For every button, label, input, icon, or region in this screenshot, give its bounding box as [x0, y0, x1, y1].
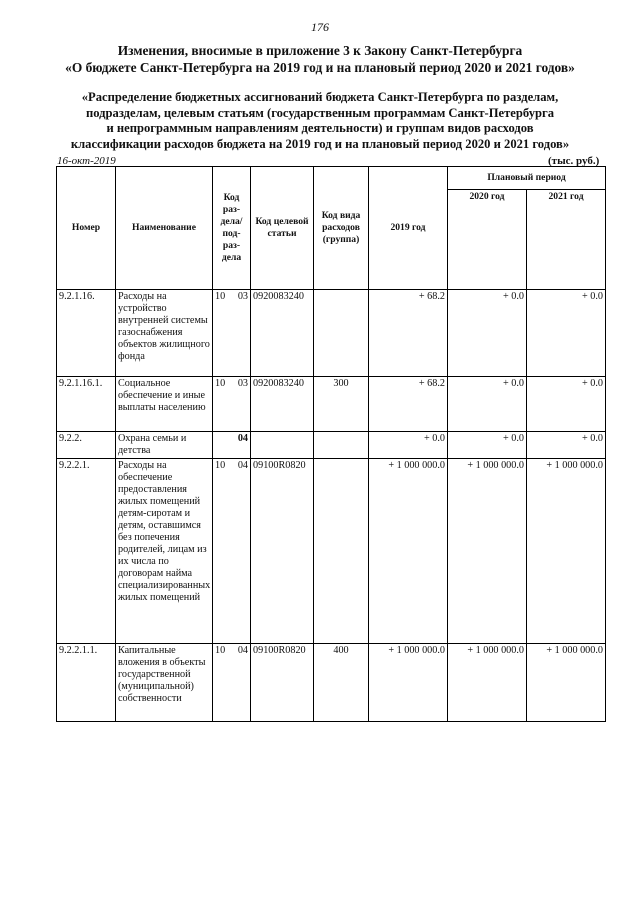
document-date: 16-окт-2019: [57, 155, 116, 167]
row-value-2019: + 1 000 000.0: [369, 644, 448, 722]
header-section: Код раз- дела/ под- раз- дела: [213, 167, 251, 290]
row-section-code: [213, 377, 251, 432]
row-value-2019: + 1 000 000.0: [369, 459, 448, 644]
row-expense-code: [314, 459, 369, 644]
row-value-2021: + 0.0: [527, 290, 606, 377]
header-expense-type: Код вида расходов (группа): [314, 167, 369, 290]
header-target: Код целевой статьи: [251, 167, 314, 290]
title-line: «О бюджете Санкт-Петербурга на 2019 год и на плановый период 2020 и 2021 годов»: [65, 60, 575, 75]
section: 10: [215, 460, 226, 471]
subsection: 04: [237, 460, 248, 471]
subsection: 03: [237, 291, 248, 302]
header-2020: 2020 год: [448, 189, 527, 289]
row-value-2020: + 1 000 000.0: [448, 459, 527, 644]
row-number: 9.2.1.16.1.: [57, 377, 116, 432]
subtitle-line: и непрограммным направлениям деятельности) и группам видов расходов: [106, 121, 534, 136]
row-value-2019: + 68.2: [369, 290, 448, 377]
subsection: 04: [237, 645, 248, 656]
row-target-code: [251, 432, 314, 459]
row-section-code: [213, 459, 251, 644]
row-section-code: [213, 432, 251, 459]
row-target-code: 09100R0820: [251, 644, 314, 722]
row-name: Социальное обеспечение и иные выплаты населению: [116, 377, 213, 432]
row-section-code: [213, 644, 251, 722]
header-2019: 2019 год: [369, 167, 448, 290]
row-expense-code: 300: [314, 377, 369, 432]
header-number: Номер: [57, 167, 116, 290]
table-row: [57, 432, 606, 459]
row-expense-code: [314, 290, 369, 377]
subsection: 04: [237, 433, 248, 444]
document-subtitle: [40, 90, 600, 152]
row-target-code: 09100R0820: [251, 459, 314, 644]
row-value-2019: + 68.2: [369, 377, 448, 432]
row-number: 9.2.1.16.: [57, 290, 116, 377]
budget-table: [56, 166, 606, 722]
row-value-2021: + 1 000 000.0: [527, 459, 606, 644]
row-value-2021: + 1 000 000.0: [527, 644, 606, 722]
subtitle-line: подразделам, целевым статьям (государственным программам Санкт-Петербурга: [85, 105, 555, 120]
document-title: [0, 42, 640, 76]
row-name: Расходы на устройство внутренней системы газоснабжения объектов жилищного фонда: [116, 290, 213, 377]
section: 10: [215, 291, 226, 302]
row-name: Расходы на обеспечение предоставления жилых помещений детям-сиротам и детям, оставшимся без попечения родителей, лицам из их числа по договорам найма специализированных жилых помещений: [116, 459, 213, 644]
row-value-2021: + 0.0: [527, 432, 606, 459]
row-number: 9.2.2.1.: [57, 459, 116, 644]
row-expense-code: 400: [314, 644, 369, 722]
row-value-2020: + 0.0: [448, 377, 527, 432]
subtitle-line: «Распределение бюджетных ассигнований бюджета Санкт-Петербурга по разделам,: [81, 90, 559, 104]
row-target-code: 0920083240: [251, 290, 314, 377]
table-row: [57, 290, 606, 377]
row-target-code: 0920083240: [251, 377, 314, 432]
row-value-2020: + 0.0: [448, 290, 527, 377]
header-planned-period: Плановый период: [448, 167, 606, 190]
row-name: Охрана семьи и детства: [116, 432, 213, 459]
units-label: (тыс. руб.): [548, 155, 600, 167]
row-number: 9.2.2.1.1.: [57, 644, 116, 722]
title-line: Изменения, вносимые в приложение 3 к Закону Санкт-Петербурга: [117, 43, 523, 58]
row-value-2021: + 0.0: [527, 377, 606, 432]
row-number: 9.2.2.: [57, 432, 116, 459]
page-number: 176: [311, 20, 329, 34]
table-row: [57, 459, 606, 644]
row-expense-code: [314, 432, 369, 459]
header-2021: 2021 год: [527, 189, 606, 289]
row-value-2020: + 0.0: [448, 432, 527, 459]
subtitle-line: классификации расходов бюджета на 2019 год и на плановый период 2020 и 2021 годов»: [70, 136, 570, 151]
header-name: Наименование: [116, 167, 213, 290]
row-value-2019: + 0.0: [369, 432, 448, 459]
row-name: Капитальные вложения в объекты государственной (муниципальной) собственности: [116, 644, 213, 722]
subsection: 03: [237, 378, 248, 389]
table-row: [57, 377, 606, 432]
row-section-code: [213, 290, 251, 377]
row-value-2020: + 1 000 000.0: [448, 644, 527, 722]
section: 10: [215, 378, 226, 389]
section: 10: [215, 645, 226, 656]
table-row: [57, 644, 606, 722]
